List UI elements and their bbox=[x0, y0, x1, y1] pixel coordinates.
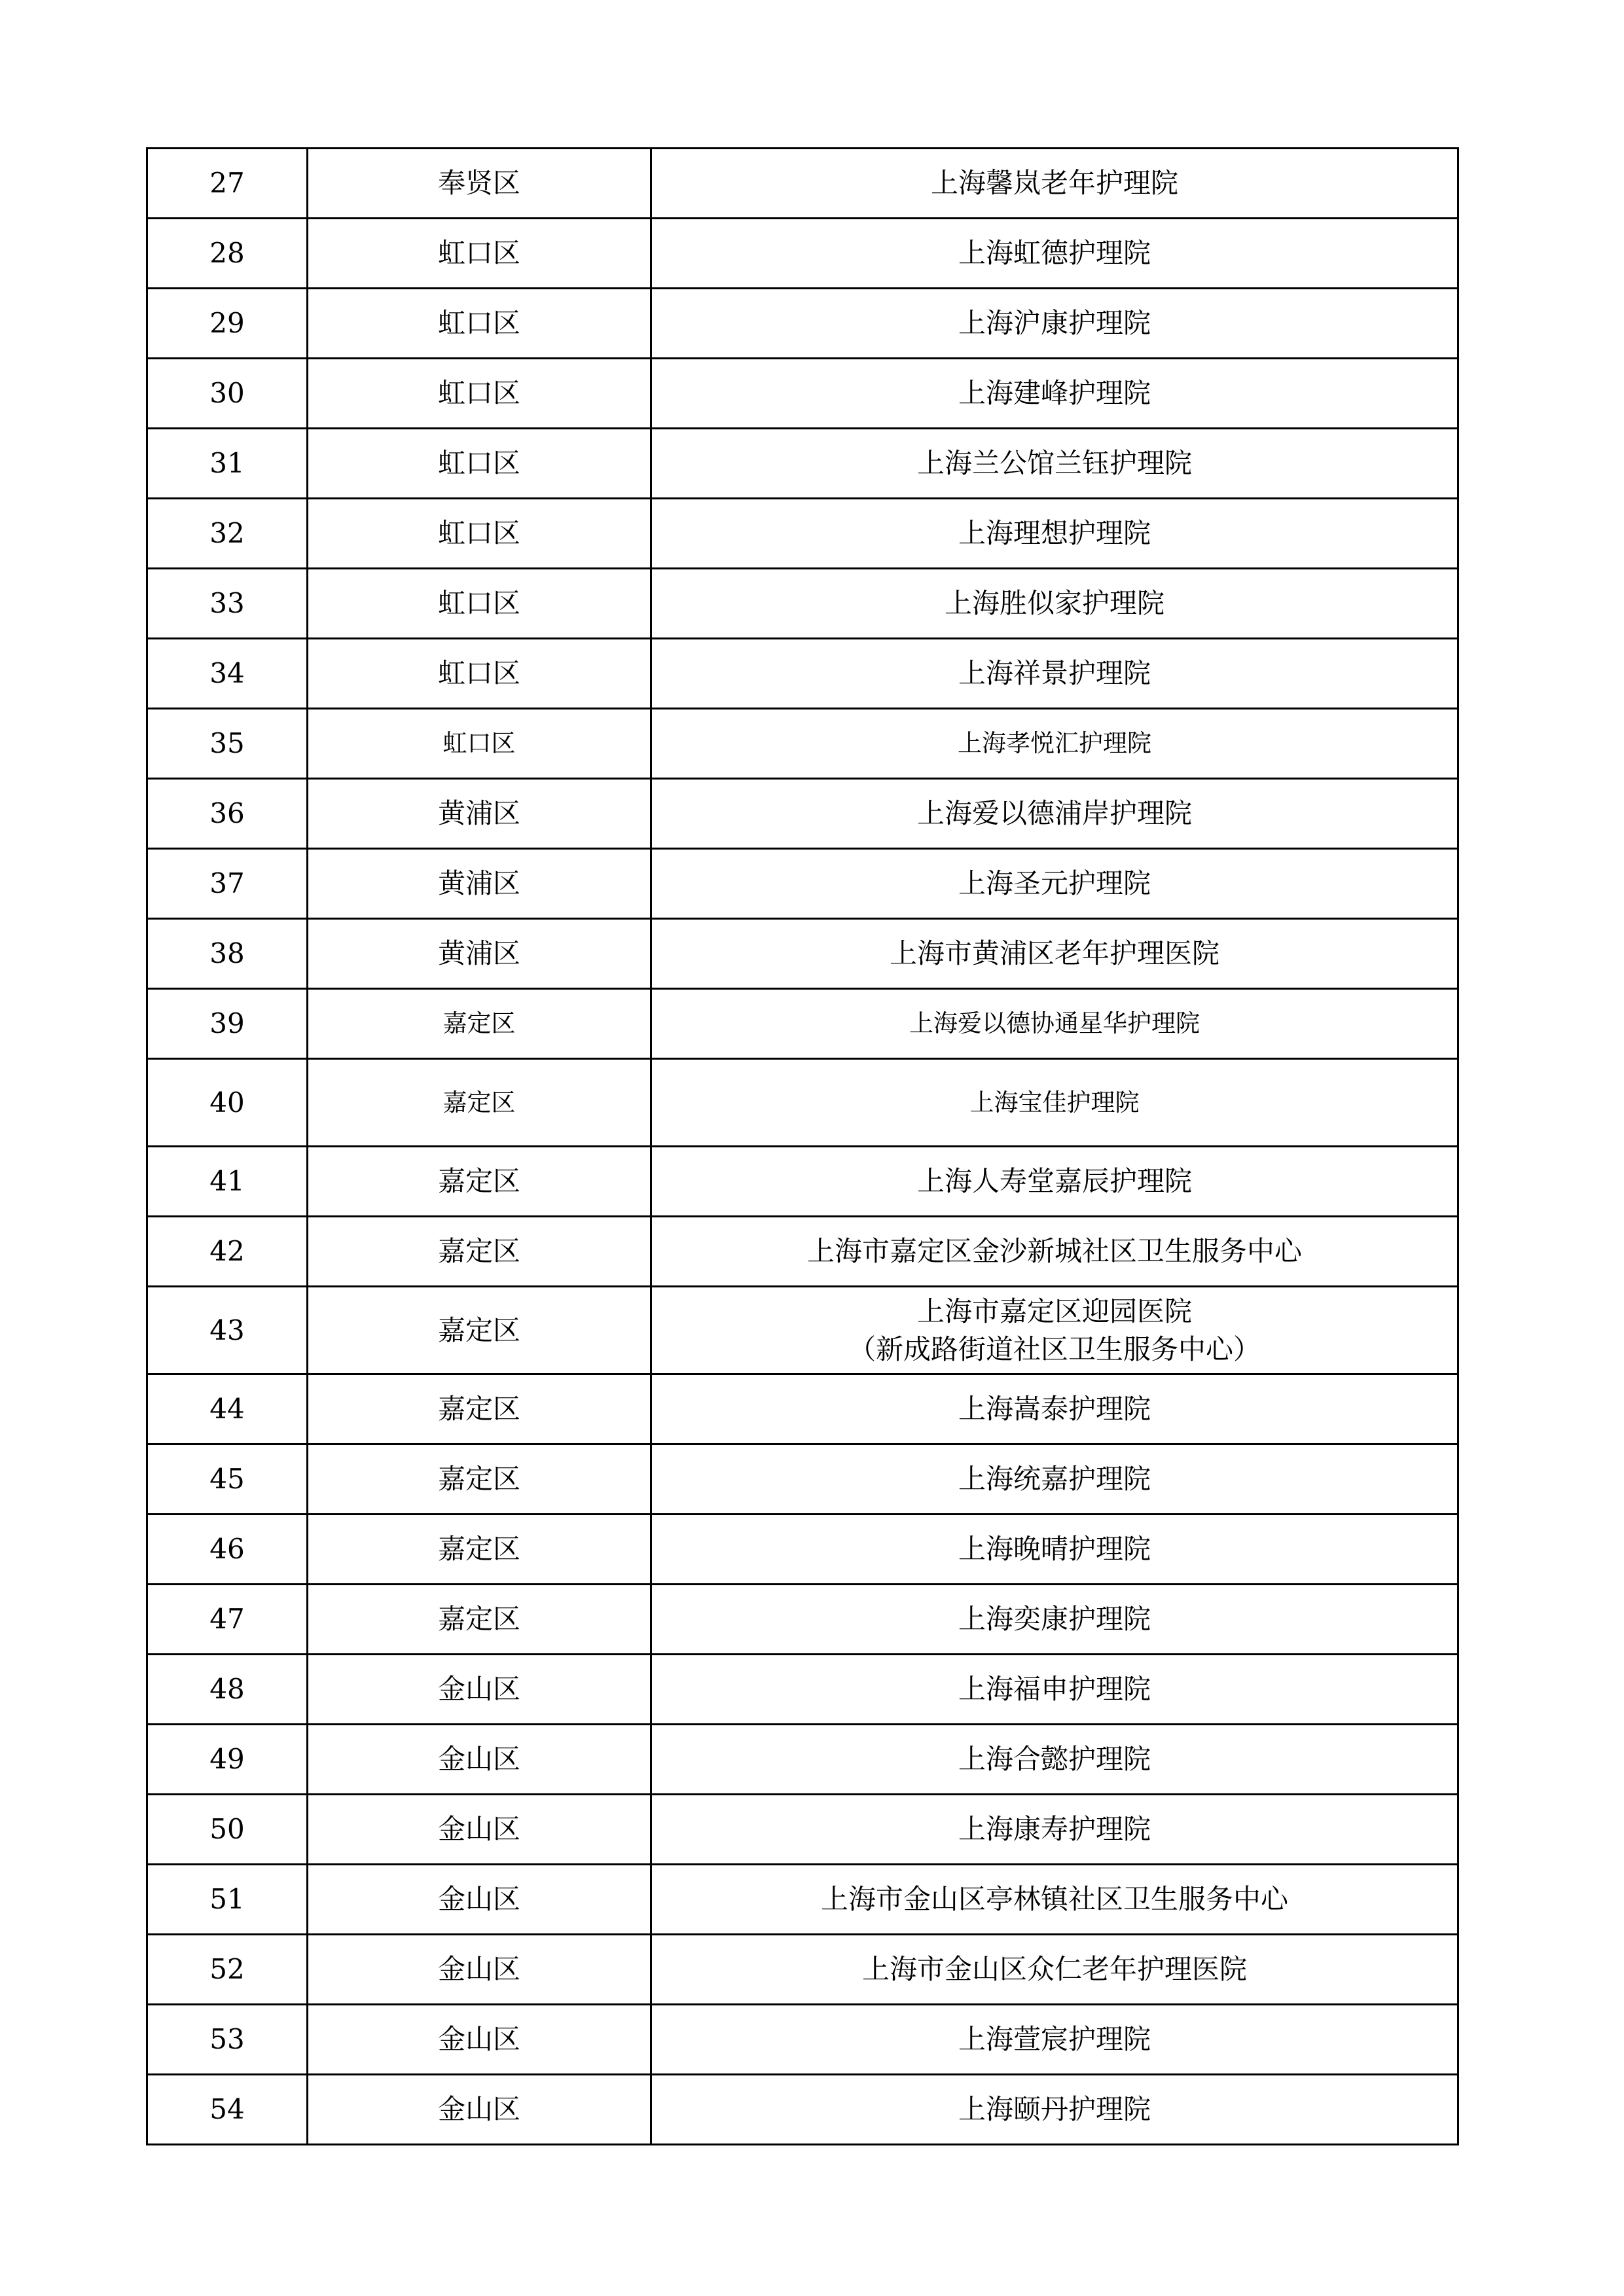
row-number: 45 bbox=[147, 1444, 308, 1515]
district-cell: 黄浦区 bbox=[308, 919, 651, 989]
district-cell: 金山区 bbox=[308, 1795, 651, 1865]
row-number: 49 bbox=[147, 1725, 308, 1795]
district-cell: 虹口区 bbox=[308, 709, 651, 779]
institution-name-line2: （新成路街道社区卫生服务中心） bbox=[848, 1333, 1261, 1365]
row-number: 27 bbox=[147, 149, 308, 219]
row-number: 38 bbox=[147, 919, 308, 989]
institution-name-line1: 上海市嘉定区迎园医院 bbox=[916, 1295, 1192, 1327]
institution-name-cell: 上海人寿堂嘉辰护理院 bbox=[651, 1147, 1458, 1217]
district-cell: 嘉定区 bbox=[308, 1515, 651, 1585]
table-row bbox=[147, 1444, 1458, 1515]
row-number: 29 bbox=[147, 289, 308, 359]
district-cell: 虹口区 bbox=[308, 499, 651, 569]
row-number: 52 bbox=[147, 1935, 308, 2005]
district-cell: 虹口区 bbox=[308, 359, 651, 429]
district-cell: 虹口区 bbox=[308, 639, 651, 709]
institution-name-cell: 上海宝佳护理院 bbox=[651, 1059, 1458, 1147]
institution-name-cell: 上海理想护理院 bbox=[651, 499, 1458, 569]
institution-name-cell: 上海福申护理院 bbox=[651, 1655, 1458, 1725]
table-row bbox=[147, 569, 1458, 639]
institution-name-cell: 上海市嘉定区金沙新城社区卫生服务中心 bbox=[651, 1217, 1458, 1287]
table-row bbox=[147, 1585, 1458, 1655]
institution-name-cell: 上海爱以德浦岸护理院 bbox=[651, 779, 1458, 849]
institution-name-cell: 上海奕康护理院 bbox=[651, 1585, 1458, 1655]
row-number: 36 bbox=[147, 779, 308, 849]
table-row bbox=[147, 709, 1458, 779]
institution-name-cell: 上海萱宸护理院 bbox=[651, 2005, 1458, 2075]
district-cell: 金山区 bbox=[308, 1725, 651, 1795]
table-row bbox=[147, 1655, 1458, 1725]
row-number: 43 bbox=[147, 1287, 308, 1374]
row-number: 51 bbox=[147, 1865, 308, 1935]
institution-name-cell: 上海圣元护理院 bbox=[651, 849, 1458, 919]
table-row bbox=[147, 849, 1458, 919]
institution-name-cell: 上海嵩泰护理院 bbox=[651, 1374, 1458, 1444]
table-row bbox=[147, 1865, 1458, 1935]
table-row bbox=[147, 1287, 1458, 1374]
institution-name-cell: 上海胜似家护理院 bbox=[651, 569, 1458, 639]
district-cell: 金山区 bbox=[308, 2075, 651, 2145]
row-number: 34 bbox=[147, 639, 308, 709]
table-row bbox=[147, 639, 1458, 709]
row-number: 50 bbox=[147, 1795, 308, 1865]
table-row bbox=[147, 1725, 1458, 1795]
row-number: 30 bbox=[147, 359, 308, 429]
table-row bbox=[147, 1374, 1458, 1444]
row-number: 37 bbox=[147, 849, 308, 919]
table-row bbox=[147, 989, 1458, 1059]
row-number: 44 bbox=[147, 1374, 308, 1444]
row-number: 42 bbox=[147, 1217, 308, 1287]
institution-name-cell: 上海市金山区亭林镇社区卫生服务中心 bbox=[651, 1865, 1458, 1935]
institution-name-cell: 上海统嘉护理院 bbox=[651, 1444, 1458, 1515]
row-number: 39 bbox=[147, 989, 308, 1059]
district-cell: 嘉定区 bbox=[308, 1147, 651, 1217]
district-cell: 嘉定区 bbox=[308, 1287, 651, 1374]
district-cell: 嘉定区 bbox=[308, 1585, 651, 1655]
table-row bbox=[147, 359, 1458, 429]
district-cell: 嘉定区 bbox=[308, 1217, 651, 1287]
institution-name-cell: 上海市金山区众仁老年护理医院 bbox=[651, 1935, 1458, 2005]
table-row bbox=[147, 1147, 1458, 1217]
table-row bbox=[147, 499, 1458, 569]
table-row bbox=[147, 1515, 1458, 1585]
table-row bbox=[147, 2075, 1458, 2145]
institution-name-cell: 上海市黄浦区老年护理医院 bbox=[651, 919, 1458, 989]
institution-table bbox=[146, 147, 1459, 2145]
row-number: 54 bbox=[147, 2075, 308, 2145]
table-row bbox=[147, 1935, 1458, 2005]
district-cell: 奉贤区 bbox=[308, 149, 651, 219]
row-number: 35 bbox=[147, 709, 308, 779]
table-row bbox=[147, 1217, 1458, 1287]
table-row bbox=[147, 289, 1458, 359]
institution-name-cell: 上海馨岚老年护理院 bbox=[651, 149, 1458, 219]
district-cell: 嘉定区 bbox=[308, 1059, 651, 1147]
institution-name-cell: 上海爱以德协通星华护理院 bbox=[651, 989, 1458, 1059]
table-row bbox=[147, 219, 1458, 289]
institution-name-cell: 上海孝悦汇护理院 bbox=[651, 709, 1458, 779]
row-number: 33 bbox=[147, 569, 308, 639]
district-cell: 黄浦区 bbox=[308, 849, 651, 919]
district-cell: 金山区 bbox=[308, 1655, 651, 1725]
institution-name-cell: 上海颐丹护理院 bbox=[651, 2075, 1458, 2145]
district-cell: 金山区 bbox=[308, 1935, 651, 2005]
row-number: 32 bbox=[147, 499, 308, 569]
row-number: 48 bbox=[147, 1655, 308, 1725]
institution-name-cell bbox=[651, 1287, 1458, 1374]
table-row bbox=[147, 779, 1458, 849]
row-number: 40 bbox=[147, 1059, 308, 1147]
row-number: 47 bbox=[147, 1585, 308, 1655]
institution-name-cell: 上海建峰护理院 bbox=[651, 359, 1458, 429]
district-cell: 嘉定区 bbox=[308, 989, 651, 1059]
district-cell: 金山区 bbox=[308, 1865, 651, 1935]
row-number: 46 bbox=[147, 1515, 308, 1585]
institution-name-cell: 上海兰公馆兰钰护理院 bbox=[651, 429, 1458, 499]
district-cell: 金山区 bbox=[308, 2005, 651, 2075]
district-cell: 嘉定区 bbox=[308, 1374, 651, 1444]
district-cell: 虹口区 bbox=[308, 569, 651, 639]
district-cell: 虹口区 bbox=[308, 219, 651, 289]
district-cell: 嘉定区 bbox=[308, 1444, 651, 1515]
table-row bbox=[147, 429, 1458, 499]
district-cell: 虹口区 bbox=[308, 289, 651, 359]
table-row bbox=[147, 919, 1458, 989]
table-row bbox=[147, 1059, 1458, 1147]
row-number: 28 bbox=[147, 219, 308, 289]
institution-name-cell: 上海晚晴护理院 bbox=[651, 1515, 1458, 1585]
table-row bbox=[147, 149, 1458, 219]
institution-name-cell: 上海祥景护理院 bbox=[651, 639, 1458, 709]
table-row bbox=[147, 2005, 1458, 2075]
institution-name-cell: 上海康寿护理院 bbox=[651, 1795, 1458, 1865]
institution-name-cell: 上海虹德护理院 bbox=[651, 219, 1458, 289]
table-row bbox=[147, 1795, 1458, 1865]
institution-name-cell: 上海沪康护理院 bbox=[651, 289, 1458, 359]
row-number: 31 bbox=[147, 429, 308, 499]
district-cell: 黄浦区 bbox=[308, 779, 651, 849]
row-number: 41 bbox=[147, 1147, 308, 1217]
institution-name-cell: 上海合懿护理院 bbox=[651, 1725, 1458, 1795]
row-number: 53 bbox=[147, 2005, 308, 2075]
district-cell: 虹口区 bbox=[308, 429, 651, 499]
